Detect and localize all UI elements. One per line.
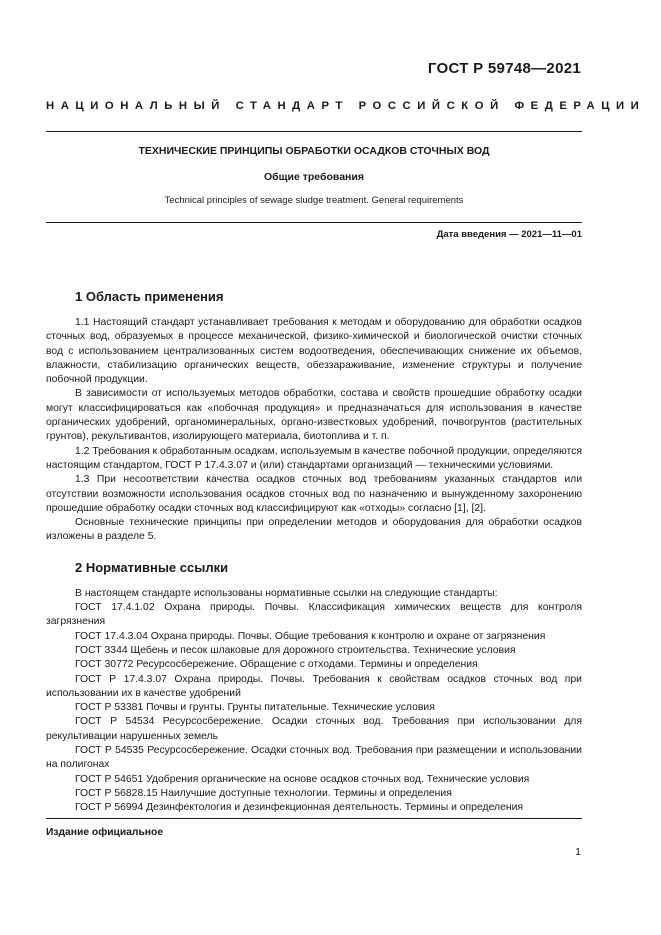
paragraph-1-2: 1.2 Требования к обработанным осадкам, используемым в качестве побочной продукции, определяются настоящим стандартом, ГОСТ Р 17.4.3.07 и (или) стандартами организаций — техническими условиями. bbox=[46, 445, 582, 471]
english-title: Technical principles of sewage sludge treatment. General requirements bbox=[164, 195, 464, 206]
footer-divider bbox=[46, 818, 582, 819]
document-title: ТЕХНИЧЕСКИЕ ПРИНЦИПЫ ОБРАБОТКИ ОСАДКОВ СТОЧНЫХ ВОД bbox=[138, 145, 490, 157]
page-number: 1 bbox=[575, 846, 581, 858]
document-subtitle: Общие требования bbox=[264, 171, 364, 183]
reference-item: ГОСТ 30772 Ресурсосбережение. Обращение с отходами. Термины и определения bbox=[75, 659, 478, 671]
reference-item: ГОСТ Р 54534 Ресурсосбережение. Осадки сточных вод. Требования при использовании для рекультивации нарушенных земель bbox=[46, 716, 582, 742]
paragraph-1-3: 1.3 При несоответствии качества осадков сточных вод требованиям указанных стандартов или отсутствии возможности использования осадков сточных вод по назначению и вынужденному захоронению прошедшие обработку осадки сточных вод классифицируют как «отходы» согласно [1], [2]. bbox=[46, 474, 582, 514]
paragraph-classification: В зависимости от используемых методов обработки, состава и свойств прошедшие обработку осадки могут классифицироваться как «побочная продукция» и предназначаться для использования в качестве органических удобрений, органоминеральных, органо-известковых удобрений, почвогрунтов (растительных грунтов), рекультивантов, изолирующего материала, биотоплива и т. п. bbox=[46, 388, 582, 443]
reference-item: ГОСТ 17.4.1.02 Охрана природы. Почвы. Классификация химических веществ для контроля загрязнения bbox=[46, 602, 582, 628]
official-edition-label: Издание официальное bbox=[46, 827, 164, 838]
reference-item: ГОСТ Р 54535 Ресурсосбережение. Осадки сточных вод. Требования при размещении и использовании на полигонах bbox=[46, 745, 582, 771]
reference-item: ГОСТ 17.4.3.04 Охрана природы. Почвы. Общие требования к контролю и охране от загрязнения bbox=[75, 630, 546, 642]
reference-item: ГОСТ 3344 Щебень и песок шлаковые для дорожного строительства. Технические условия bbox=[75, 644, 516, 656]
reference-item: ГОСТ Р 53381 Почвы и грунты. Грунты питательные. Технические условия bbox=[75, 702, 435, 714]
references-intro: В настоящем стандарте использованы нормативные ссылки на следующие стандарты: bbox=[75, 587, 498, 599]
paragraph-principles: Основные технические принципы при определении методов и оборудования для обработки осадков изложены в разделе 5. bbox=[46, 517, 582, 543]
section-2-heading: 2 Нормативные ссылки bbox=[75, 559, 229, 575]
national-standard-banner: НАЦИОНАЛЬНЫЙ СТАНДАРТ РОССИЙСКОЙ ФЕДЕРАЦИИ bbox=[46, 100, 646, 112]
reference-item: ГОСТ Р 17.4.3.07 Охрана природы. Почвы. Требования к свойствам осадков сточных вод при использовании их в качестве удобрений bbox=[46, 673, 582, 699]
reference-item: ГОСТ Р 54651 Удобрения органические на основе осадков сточных вод. Технические условия bbox=[75, 773, 530, 785]
header-divider bbox=[46, 131, 582, 132]
paragraph-1-1: 1.1 Настоящий стандарт устанавливает требования к методам и оборудованию для обработки осадков сточных вод, образуемых в процессе механической, физико-химической и биологической очистки сточных вод с использованием централизованных систем водоотведения, обеспечивающих снижение их объемов, влажности, стабилизацию органических веществ, обеззараживание, изменение структуры и получение побочной продукции. bbox=[46, 317, 582, 386]
standard-number: ГОСТ Р 59748—2021 bbox=[427, 60, 581, 77]
reference-item: ГОСТ Р 56994 Дезинфектология и дезинфекционная деятельность. Термины и определения bbox=[75, 802, 524, 814]
document-body bbox=[46, 288, 582, 816]
reference-item: ГОСТ Р 56828.15 Наилучшие доступные технологии. Термины и определения bbox=[75, 787, 452, 799]
introduction-date: Дата введения — 2021—11—01 bbox=[436, 229, 582, 240]
section-1-heading: 1 Область применения bbox=[75, 289, 224, 304]
title-divider bbox=[46, 222, 582, 223]
